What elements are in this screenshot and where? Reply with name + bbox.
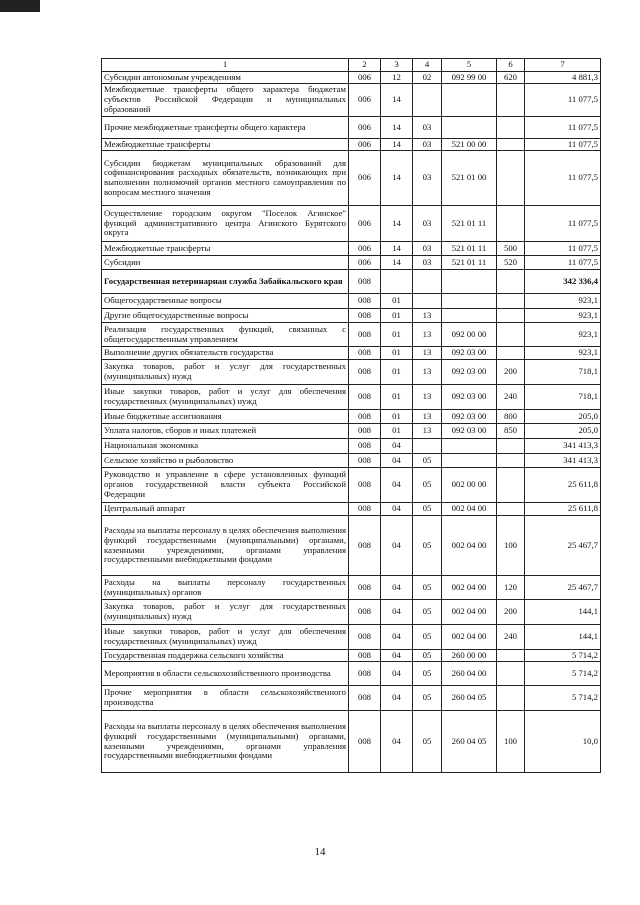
row-target-code-cell (442, 309, 497, 323)
row-expense-type-cell (497, 117, 525, 139)
row-amount-cell: 923,1 (525, 309, 601, 323)
table-header-row (102, 59, 601, 72)
scan-artifact (0, 0, 40, 12)
row-target-code-cell: 002 04 00 (442, 576, 497, 600)
row-expense-type-cell (497, 439, 525, 454)
row-name-cell: Руководство и управление в сфере установленных функций органов государственной власти субъекта Российской Федерации (102, 468, 349, 503)
row-admin-code-cell: 006 (349, 139, 381, 151)
row-admin-code-cell: 008 (349, 516, 381, 576)
row-name-cell: Центральный аппарат (102, 503, 349, 516)
row-section-cell: 14 (381, 242, 413, 256)
row-amount-cell: 25 467,7 (525, 576, 601, 600)
row-expense-type-cell: 100 (497, 516, 525, 576)
table-row (102, 600, 601, 625)
row-subsection-cell (413, 294, 442, 309)
row-name-cell: Иные бюджетные ассигнования (102, 410, 349, 424)
row-admin-code-cell: 006 (349, 256, 381, 270)
row-name-cell: Сельское хозяйство и рыболовство (102, 454, 349, 468)
row-target-code-cell: 092 03 00 (442, 410, 497, 424)
row-target-code-cell: 521 01 00 (442, 151, 497, 206)
row-section-cell: 04 (381, 625, 413, 650)
row-subsection-cell: 05 (413, 625, 442, 650)
row-name-cell: Прочие мероприятия в области сельскохозяйственного производства (102, 686, 349, 711)
row-subsection-cell: 03 (413, 139, 442, 151)
row-target-code-cell (442, 439, 497, 454)
row-amount-cell: 144,1 (525, 600, 601, 625)
row-amount-cell: 342 336,4 (525, 270, 601, 294)
row-name-cell: Межбюджетные трансферты (102, 139, 349, 151)
row-expense-type-cell (497, 650, 525, 662)
row-section-cell: 04 (381, 439, 413, 454)
row-admin-code-cell: 008 (349, 410, 381, 424)
row-amount-cell: 144,1 (525, 625, 601, 650)
row-admin-code-cell: 008 (349, 385, 381, 410)
row-amount-cell: 341 413,3 (525, 439, 601, 454)
row-name-cell: Расходы на выплаты персоналу в целях обеспечения выполнения функций государственными (муниципальными) органами, казенными учреждениями, органами управления государственными внебюджетными фондами (102, 516, 349, 576)
row-target-code-cell (442, 84, 497, 117)
row-admin-code-cell: 008 (349, 600, 381, 625)
row-section-cell: 04 (381, 576, 413, 600)
row-amount-cell: 205,0 (525, 410, 601, 424)
row-name-cell: Межбюджетные трансферты (102, 242, 349, 256)
row-subsection-cell: 13 (413, 385, 442, 410)
row-target-code-cell: 260 04 05 (442, 711, 497, 773)
row-amount-cell: 5 714,2 (525, 650, 601, 662)
row-name-cell: Расходы на выплаты персоналу государственных (муниципальных) органов (102, 576, 349, 600)
row-name-cell: Мероприятия в области сельскохозяйственного производства (102, 662, 349, 686)
row-expense-type-cell (497, 294, 525, 309)
row-amount-cell: 11 077,5 (525, 84, 601, 117)
row-admin-code-cell: 008 (349, 625, 381, 650)
row-subsection-cell: 05 (413, 686, 442, 711)
row-section-cell: 04 (381, 662, 413, 686)
row-admin-code-cell: 006 (349, 151, 381, 206)
row-amount-cell: 5 714,2 (525, 662, 601, 686)
column-header: 5 (442, 59, 497, 72)
row-target-code-cell (442, 294, 497, 309)
row-section-cell: 14 (381, 206, 413, 242)
row-target-code-cell: 521 00 00 (442, 139, 497, 151)
table-row (102, 711, 601, 773)
row-name-cell: Межбюджетные трансферты общего характера бюджетам субъектов Российской Федерации и муниципальных образований (102, 84, 349, 117)
row-expense-type-cell (497, 323, 525, 347)
row-subsection-cell: 02 (413, 72, 442, 84)
table-row (102, 323, 601, 347)
row-section-cell: 14 (381, 117, 413, 139)
table-row (102, 650, 601, 662)
table-row (102, 686, 601, 711)
row-subsection-cell: 05 (413, 662, 442, 686)
row-admin-code-cell: 008 (349, 662, 381, 686)
row-expense-type-cell (497, 139, 525, 151)
row-subsection-cell: 03 (413, 242, 442, 256)
budget-table (101, 58, 601, 773)
row-section-cell: 04 (381, 454, 413, 468)
row-name-cell: Субсидии (102, 256, 349, 270)
row-expense-type-cell (497, 662, 525, 686)
table-row (102, 468, 601, 503)
row-target-code-cell: 092 03 00 (442, 424, 497, 439)
row-target-code-cell: 092 00 00 (442, 323, 497, 347)
row-subsection-cell: 13 (413, 424, 442, 439)
row-section-cell: 01 (381, 360, 413, 385)
row-subsection-cell: 05 (413, 468, 442, 503)
row-admin-code-cell: 008 (349, 294, 381, 309)
row-target-code-cell: 260 04 05 (442, 686, 497, 711)
row-section-cell: 04 (381, 650, 413, 662)
row-target-code-cell: 092 03 00 (442, 347, 497, 360)
row-section-cell: 04 (381, 503, 413, 516)
row-name-cell: Расходы на выплаты персоналу в целях обеспечения выполнения функций государственными (муниципальными) органами, казенными учреждениями, органами управления государственными внебюджетными фондами (102, 711, 349, 773)
row-amount-cell: 11 077,5 (525, 242, 601, 256)
row-subsection-cell: 03 (413, 206, 442, 242)
row-amount-cell: 923,1 (525, 347, 601, 360)
row-section-cell: 01 (381, 323, 413, 347)
row-name-cell: Государственная поддержка сельского хозяйства (102, 650, 349, 662)
table-row (102, 84, 601, 117)
row-amount-cell: 11 077,5 (525, 117, 601, 139)
table-row (102, 454, 601, 468)
row-expense-type-cell (497, 84, 525, 117)
table-row (102, 576, 601, 600)
row-expense-type-cell: 240 (497, 385, 525, 410)
row-amount-cell: 25 611,8 (525, 468, 601, 503)
row-admin-code-cell: 008 (349, 439, 381, 454)
row-section-cell: 04 (381, 686, 413, 711)
table-row (102, 424, 601, 439)
row-admin-code-cell: 008 (349, 650, 381, 662)
row-admin-code-cell: 008 (349, 347, 381, 360)
row-expense-type-cell (497, 309, 525, 323)
row-admin-code-cell: 008 (349, 424, 381, 439)
row-target-code-cell: 260 04 00 (442, 662, 497, 686)
column-header: 3 (381, 59, 413, 72)
table-row (102, 256, 601, 270)
row-section-cell: 14 (381, 256, 413, 270)
row-name-cell: Иные закупки товаров, работ и услуг для обеспечения государственных (муниципальных) нужд (102, 385, 349, 410)
row-section-cell: 14 (381, 151, 413, 206)
row-name-cell: Другие общегосударственные вопросы (102, 309, 349, 323)
row-target-code-cell: 521 01 11 (442, 242, 497, 256)
row-expense-type-cell (497, 686, 525, 711)
row-subsection-cell: 13 (413, 309, 442, 323)
row-name-cell: Общегосударственные вопросы (102, 294, 349, 309)
row-amount-cell: 11 077,5 (525, 151, 601, 206)
table-row (102, 410, 601, 424)
row-amount-cell: 11 077,5 (525, 139, 601, 151)
row-amount-cell: 25 611,8 (525, 503, 601, 516)
table-row (102, 309, 601, 323)
row-expense-type-cell: 200 (497, 360, 525, 385)
row-name-cell: Субсидии автономным учреждениям (102, 72, 349, 84)
row-admin-code-cell: 008 (349, 576, 381, 600)
row-subsection-cell: 13 (413, 323, 442, 347)
table-row (102, 294, 601, 309)
row-target-code-cell: 002 04 00 (442, 625, 497, 650)
row-admin-code-cell: 008 (349, 454, 381, 468)
row-expense-type-cell: 240 (497, 625, 525, 650)
row-expense-type-cell (497, 270, 525, 294)
row-amount-cell: 10,0 (525, 711, 601, 773)
table-row (102, 242, 601, 256)
column-header: 1 (102, 59, 349, 72)
row-expense-type-cell (497, 347, 525, 360)
row-subsection-cell: 03 (413, 256, 442, 270)
row-section-cell: 01 (381, 385, 413, 410)
column-header: 6 (497, 59, 525, 72)
row-section-cell: 04 (381, 600, 413, 625)
row-amount-cell: 4 881,3 (525, 72, 601, 84)
table-row (102, 360, 601, 385)
table-row (102, 385, 601, 410)
row-admin-code-cell: 008 (349, 309, 381, 323)
column-header: 2 (349, 59, 381, 72)
row-subsection-cell: 13 (413, 410, 442, 424)
row-name-cell: Закупка товаров, работ и услуг для государственных (муниципальных) нужд (102, 360, 349, 385)
table-body (102, 72, 601, 773)
row-expense-type-cell (497, 468, 525, 503)
row-admin-code-cell: 006 (349, 84, 381, 117)
row-expense-type-cell: 850 (497, 424, 525, 439)
row-expense-type-cell (497, 206, 525, 242)
row-subsection-cell (413, 84, 442, 117)
row-name-cell: Государственная ветеринарная служба Забайкальского края (102, 270, 349, 294)
row-subsection-cell: 05 (413, 576, 442, 600)
row-section-cell: 01 (381, 410, 413, 424)
row-expense-type-cell (497, 151, 525, 206)
row-target-code-cell: 002 04 00 (442, 516, 497, 576)
row-admin-code-cell: 008 (349, 503, 381, 516)
row-subsection-cell: 05 (413, 711, 442, 773)
row-admin-code-cell: 008 (349, 270, 381, 294)
page-number: 14 (314, 846, 326, 858)
table-row (102, 625, 601, 650)
row-admin-code-cell: 006 (349, 117, 381, 139)
row-target-code-cell: 092 99 00 (442, 72, 497, 84)
row-subsection-cell (413, 439, 442, 454)
row-target-code-cell: 002 04 00 (442, 503, 497, 516)
row-name-cell: Закупка товаров, работ и услуг для государственных (муниципальных) нужд (102, 600, 349, 625)
table-row (102, 151, 601, 206)
row-amount-cell: 718,1 (525, 360, 601, 385)
table-row (102, 662, 601, 686)
row-target-code-cell: 092 03 00 (442, 385, 497, 410)
row-name-cell: Осуществление городским округом "Поселок Агинское" функций административного центра Агинского Бурятского округа (102, 206, 349, 242)
row-amount-cell: 25 467,7 (525, 516, 601, 576)
row-amount-cell: 923,1 (525, 323, 601, 347)
row-target-code-cell (442, 117, 497, 139)
row-section-cell: 04 (381, 468, 413, 503)
column-header: 7 (525, 59, 601, 72)
row-subsection-cell: 03 (413, 151, 442, 206)
row-target-code-cell: 521 01 11 (442, 256, 497, 270)
table-row (102, 206, 601, 242)
row-name-cell: Субсидии бюджетам муниципальных образований для софинансирования расходных обязательств, возникающих при выполнении полномочий органов местного самоуправления по вопросам местного значения (102, 151, 349, 206)
row-subsection-cell: 05 (413, 650, 442, 662)
row-admin-code-cell: 008 (349, 323, 381, 347)
table-row (102, 503, 601, 516)
row-section-cell: 01 (381, 424, 413, 439)
column-header: 4 (413, 59, 442, 72)
row-amount-cell: 923,1 (525, 294, 601, 309)
table-row (102, 117, 601, 139)
row-target-code-cell: 521 01 11 (442, 206, 497, 242)
row-admin-code-cell: 006 (349, 206, 381, 242)
row-name-cell: Прочие межбюджетные трансферты общего характера (102, 117, 349, 139)
row-amount-cell: 718,1 (525, 385, 601, 410)
row-section-cell: 01 (381, 294, 413, 309)
row-expense-type-cell: 800 (497, 410, 525, 424)
table-row (102, 270, 601, 294)
row-expense-type-cell: 100 (497, 711, 525, 773)
table-row (102, 516, 601, 576)
row-target-code-cell (442, 270, 497, 294)
row-section-cell: 14 (381, 139, 413, 151)
row-subsection-cell: 05 (413, 600, 442, 625)
row-amount-cell: 11 077,5 (525, 206, 601, 242)
row-admin-code-cell: 008 (349, 468, 381, 503)
row-subsection-cell (413, 270, 442, 294)
table-row (102, 439, 601, 454)
row-name-cell: Реализация государственных функций, связанных с общегосударственным управлением (102, 323, 349, 347)
row-subsection-cell: 13 (413, 347, 442, 360)
row-expense-type-cell: 200 (497, 600, 525, 625)
row-target-code-cell (442, 454, 497, 468)
row-expense-type-cell: 120 (497, 576, 525, 600)
row-admin-code-cell: 008 (349, 711, 381, 773)
row-section-cell: 14 (381, 84, 413, 117)
row-expense-type-cell: 620 (497, 72, 525, 84)
row-section-cell (381, 270, 413, 294)
row-expense-type-cell: 520 (497, 256, 525, 270)
row-section-cell: 01 (381, 309, 413, 323)
table-row (102, 72, 601, 84)
row-amount-cell: 341 413,3 (525, 454, 601, 468)
row-amount-cell: 5 714,2 (525, 686, 601, 711)
row-subsection-cell: 05 (413, 503, 442, 516)
row-name-cell: Выполнение других обязательств государства (102, 347, 349, 360)
row-section-cell: 04 (381, 516, 413, 576)
row-name-cell: Уплата налогов, сборов и иных платежей (102, 424, 349, 439)
row-expense-type-cell: 500 (497, 242, 525, 256)
row-section-cell: 12 (381, 72, 413, 84)
row-amount-cell: 205,0 (525, 424, 601, 439)
row-target-code-cell: 002 00 00 (442, 468, 497, 503)
row-section-cell: 01 (381, 347, 413, 360)
row-admin-code-cell: 008 (349, 360, 381, 385)
row-subsection-cell: 13 (413, 360, 442, 385)
row-admin-code-cell: 006 (349, 242, 381, 256)
row-subsection-cell: 05 (413, 516, 442, 576)
row-name-cell: Национальная экономика (102, 439, 349, 454)
row-expense-type-cell (497, 503, 525, 516)
row-target-code-cell: 002 04 00 (442, 600, 497, 625)
table-row (102, 139, 601, 151)
row-section-cell: 04 (381, 711, 413, 773)
row-subsection-cell: 05 (413, 454, 442, 468)
row-name-cell: Иные закупки товаров, работ и услуг для обеспечения государственных (муниципальных) нужд (102, 625, 349, 650)
table-row (102, 347, 601, 360)
row-subsection-cell: 03 (413, 117, 442, 139)
row-amount-cell: 11 077,5 (525, 256, 601, 270)
row-target-code-cell: 260 00 00 (442, 650, 497, 662)
row-target-code-cell: 092 03 00 (442, 360, 497, 385)
row-admin-code-cell: 008 (349, 686, 381, 711)
row-expense-type-cell (497, 454, 525, 468)
row-admin-code-cell: 006 (349, 72, 381, 84)
